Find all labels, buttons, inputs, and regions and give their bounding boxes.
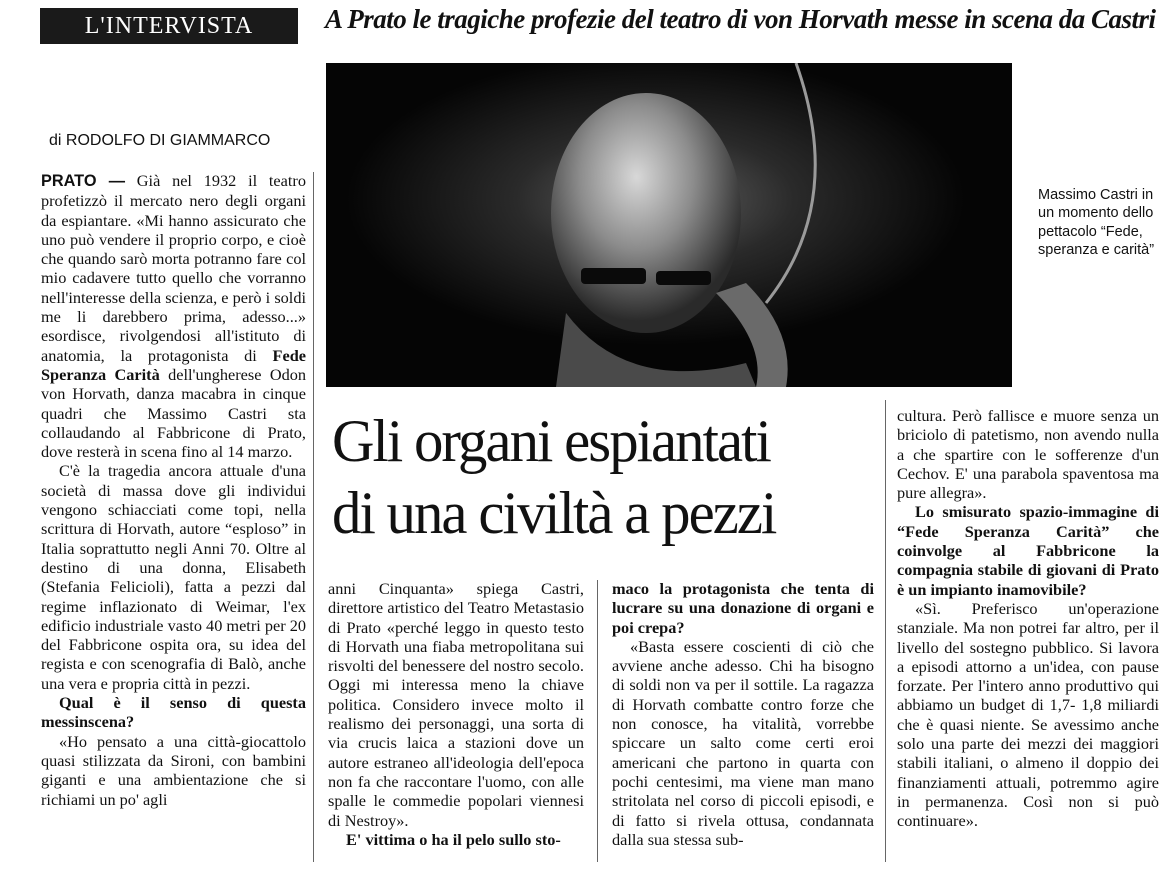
article-column-3 bbox=[612, 579, 874, 849]
column-4-text-a: cultura. Però fallisce e muore senza un briciolo di patetismo, non avendo nulla a che spartire con le sofferenze d'un Cechov. E' una parabola spaventosa ma pure allegra». bbox=[897, 406, 1159, 503]
dateline: PRATO — bbox=[41, 172, 125, 190]
headline-line-2: di una civiltà a pezzi bbox=[332, 480, 776, 546]
question-2-start: E' vittima o ha il pelo sullo sto- bbox=[346, 829, 561, 849]
answer-1-start: «Ho pensato a una città-giocattolo quasi stilizzata da Sironi, con bambini giganti e una ambientazione che si richiami un po' agli bbox=[41, 731, 306, 809]
column-divider-2 bbox=[597, 580, 598, 862]
column-divider-1 bbox=[313, 172, 314, 862]
article-column-2 bbox=[328, 579, 584, 849]
article-photo bbox=[326, 63, 1012, 387]
column-4-text-b: «Sì. Preferisco un'operazione stanziale. Ma non potrei far altro, per il livello del sostegno pubblico. Si lavora a episodi attorno a un'idea, con pause forzate. Per l'intero anno produttivo qui abbiamo un budget di 1,7- 1,8 miliardi che è quasi niente. Se avessimo anche solo una parte dei mezzi dei maggiori stabili italiani, o almeno il doppio dei finanziamenti attuali, potremmo agire in permanenza. Così non si può continuare». bbox=[897, 598, 1159, 831]
paragraph-1-end: dell'ungherese Odon von Horvath, danza macabra in cinque quadri che Massimo Castri sta collaudando al Fabbricone di Prato, dove resterà in scena fino al 14 marzo. bbox=[41, 364, 306, 462]
column-3-text: «Basta essere coscienti di ciò che avviene anche adesso. Chi ha bisogno di soldi non va per il sottile. La ragazza di Horvath combatte contro forze che non conosce, ha vitalità, vorrebbe spiccare un salto come certi eroi americani che partono in quarta con pochi centesimi, ma viene man mano stritolata nel corso di piccoli episodi, e di fatto si rivela ottusa, condannata dalla sua stessa sub- bbox=[612, 636, 874, 849]
column-2-text: anni Cinquanta» spiega Castri, direttore artistico del Teatro Metastasio di Prato «perché leggo in questo testo di Horvath una fiaba metropolitana sui risvolti del benessere del nostro secolo. Oggi mi interessa meno la chiave politica. Considero invece molto il realismo dei personaggi, una sorta di via crucis laica a stazioni dove un autore estraneo all'ideologia dell'epoca non fa che raccontare l'uomo, con alle spalle le commedie popolari viennesi di Nestroy». bbox=[328, 579, 584, 830]
section-kicker: L'INTERVISTA bbox=[40, 8, 298, 44]
question-1: Qual è il senso di questa messinscena? bbox=[41, 693, 306, 732]
column-divider-3 bbox=[885, 400, 886, 862]
play-title: Fede Speranza Carità bbox=[41, 345, 306, 384]
paragraph-2: C'è la tragedia ancora attuale d'una società di massa dove gli individui vengono schiacciati come topi, nella scrittura di Horvath, autore “esploso” in Italia soprattutto negli Anni 70. Oltre al destino di una donna, Elisabeth (Stefania Felicioli), fatta a pezzi dal regime inflazionato di Weimar, l'ex edificio industriale vasto 40 metri per 20 del Fabbricone ospita ora, su idea del regista e con scenografia di Balò, anche una vera e propria città in pezzi. bbox=[41, 461, 306, 693]
photo-caption: Massimo Castri in un momento dello pettacolo “Fede, speranza e carità” bbox=[1038, 187, 1155, 259]
article-column-1 bbox=[41, 171, 306, 809]
question-2-end: maco la protagonista che tenta di lucrare su una donazione di organi e poi crepa? bbox=[612, 579, 874, 637]
byline: di RODOLFO DI GIAMMARCO bbox=[49, 132, 271, 149]
article-subtitle: A Prato le tragiche profezie del teatro di von Horvath messe in scena da Castri bbox=[325, 4, 1156, 34]
paragraph-1 bbox=[41, 171, 306, 461]
headline-line-1: Gli organi espiantati bbox=[332, 408, 770, 474]
paragraph-1-text: Già nel 1932 il teatro profetizzò il mercato nero degli organi da espiantare. «Mi hanno assicurato che uno può vendere il proprio corpo, e cioè che quando sarò morta potranno fare col mio cadavere tutto quello che vorranno nell'interesse della scienza, e però i soldi me li darebbero prima, adesso...» esordisce, rivolgendosi all'istituto di anatomia, la protagonista di bbox=[41, 171, 306, 365]
article-column-4 bbox=[897, 406, 1159, 831]
headline bbox=[332, 405, 873, 549]
photo-portrait bbox=[326, 63, 1012, 387]
question-3: Lo smisurato spazio-immagine di “Fede Speranza Carità” che coinvolge al Fabbricone la compagnia stabile di giovani di Prato è un impianto inamovibile? bbox=[897, 502, 1159, 599]
